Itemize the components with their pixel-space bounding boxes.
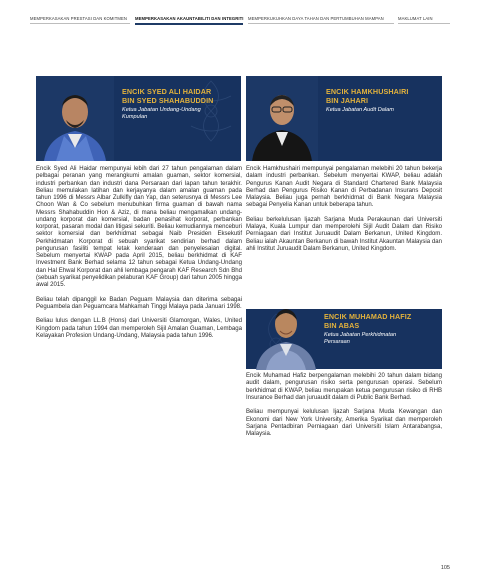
page-number: 105 <box>440 565 450 571</box>
portrait-photo <box>36 76 114 161</box>
portrait-photo <box>246 76 318 161</box>
profile-role <box>326 107 394 114</box>
bio-paragraph: Beliau telah dipanggil ke Badan Peguam Malaysia dan diterima sebagai Peguambela dan Peguamcara Mahkamah Tinggi Malaya pada Januari 1998. <box>36 296 242 310</box>
nav-item-daya-tahan[interactable]: MEMPERKUKUHKAN DAYA TAHAN DAN PERTUMBUHAN MAMPAN <box>248 16 384 21</box>
profile-bio-syed-ali <box>36 166 242 340</box>
profile-role <box>324 332 396 346</box>
profile-bio-muhamad-hafiz <box>246 373 442 438</box>
profile-role-line: Ketua Jabatan Perkhidmatan <box>324 332 397 338</box>
profile-card-syed-ali <box>36 76 241 161</box>
profile-name-line: BIN JAHARI <box>326 95 369 105</box>
profile-name <box>324 313 411 330</box>
profile-role-line: Persaraan <box>324 339 350 345</box>
profile-bio-hamkhushairi <box>246 166 442 253</box>
profile-name-line: ENCIK MUHAMAD HAFIZ <box>324 312 412 321</box>
bio-paragraph: Encik Muhamad Hafiz berpengalaman melebihi 20 tahun dalam bidang audit dalam, pengurusan risiko serta pengurusan operasi. Sebelum berkhidmat di KWAP, beliau merupakan ketua pengurusan risiko di RHB Insurance Berhad dan juruaudit dalam di Public Bank Berhad. <box>246 373 442 401</box>
bio-paragraph: Beliau mempunyai kelulusan Ijazah Sarjana Muda Kewangan dan Ekonomi dari New York University, Amerika Syarikat dan memperoleh Sarjana Pentadbiran Perniagaan dari Universiti Islam Antarabangsa, Malaysia. <box>246 409 442 437</box>
nav-divider-active <box>135 23 243 25</box>
bio-paragraph: Beliau berkelulusan Ijazah Sarjana Muda Perakaunan dari Universiti Malaya, Kuala Lumpur dan memperolehi Sijil Audit Dalam dan Risiko Perniagaan dari Institut Juruaudit Dalam Berkanun, United Kingdom. Beliau ialah Akauntan Berkanun di bawah Institut Akauntan Malaysia dan ahli Institut Juruaudit Dalam Berkanun, United Kingdom. <box>246 216 442 252</box>
profile-name-line: BIN ABAS <box>324 320 360 330</box>
top-navigation <box>30 16 450 28</box>
profile-name <box>326 88 408 105</box>
profile-role <box>122 107 201 121</box>
profile-name <box>122 88 213 105</box>
nav-divider <box>30 23 130 24</box>
bio-paragraph: Encik Syed Ali Haidar mempunyai lebih dari 27 tahun pengalaman dalam pelbagai peranan yang merangkumi amalan guaman, sektor komersial, industri perbankan dan industri dana Persaraan dari lapan tahun terakhir. Beliau memulakan latihan dan kerjayanya dalam amalan guaman pada tahun 1996 di Messrs Albar Zulkifly dan Yap, dan seterusnya di Messrs Lee Choon Wan & Co sebelum menubuhkan firma guaman di bawah nama Messrs Shahabuddin Hon & Aziz, di mana beliau mengamalkan undang-undang korporat dan komersial, badan penasihat korporat, perbankan korporat, pasaran modal dan litigasi sekuriti. Beliau kemudiannya menceburi sektor komersial dan berkhidmat sebagai Naib Presiden Eksekutif Perkhidmatan Korporat di sebuah syarikat sendirian berhad dalam pengurusan fasiliti tempat letak kenderaan dan penyelesaian digital. Sebelum menyertai KWAP pada April 2015, beliau berkhidmat di KAF Investment Bank Berhad selama 12 tahun sebagai Ketua Undang-Undang dan Hal Ehwal Korporat dan ahli lembaga pengarah KAF Research Sdn Bhd (sebuah syarikat penyelidikan pelaburan KAF Group) dari tahun 2005 hingga awal 2015. <box>36 166 242 288</box>
profile-name-line: BIN SYED SHAHABUDDIN <box>122 95 214 105</box>
nav-item-maklumat-lain[interactable]: MAKLUMAT LAIN <box>398 16 433 21</box>
profile-name-line: ENCIK HAMKHUSHAIRI <box>326 87 409 96</box>
bio-paragraph: Beliau lulus dengan LL.B (Hons) dari Universiti Glamorgan, Wales, United Kingdom pada tahun 1994 dan memperoleh Sijil Amalan Guaman, Lembaga Kelayakan Profesion Undang-Undang, Malaysia pada tahun 1996. <box>36 318 242 339</box>
profile-role-line: Ketua Jabatan Audit Dalam <box>326 107 394 113</box>
profile-role-line: Ketua Jabatan Undang-Undang <box>122 107 201 113</box>
profile-card-hamkhushairi <box>246 76 442 161</box>
nav-divider <box>398 23 450 24</box>
bio-paragraph: Encik Hamkhushairi mempunyai pengalaman melebihi 20 tahun bekerja dalam industri perbankan. Sebelum menyertai KWAP, beliau adalah Pengurus Kanan Audit Negara di Standard Chartered Bank Malaysia Berhad dan Pengurus Risiko Kanan di Perbadanan Insurans Deposit Malaysia. Beliau juga pernah berkhidmat di Bank Negara Malaysia sebagai Penyelia Kanan untuk beberapa tahun. <box>246 166 442 209</box>
nav-item-akauntabiliti[interactable]: MEMPERKASAKAN AKAUNTABILITI DAN INTEGRITI <box>135 16 244 21</box>
portrait-photo <box>252 300 320 370</box>
nav-divider <box>248 23 394 24</box>
nav-item-prestasi[interactable]: MEMPERKASAKAN PRESTASI DAN KOMITMEN <box>30 16 127 21</box>
profile-name-line: ENCIK SYED ALI HAIDAR <box>122 87 212 96</box>
profile-role-line: Kumpulan <box>122 114 148 120</box>
